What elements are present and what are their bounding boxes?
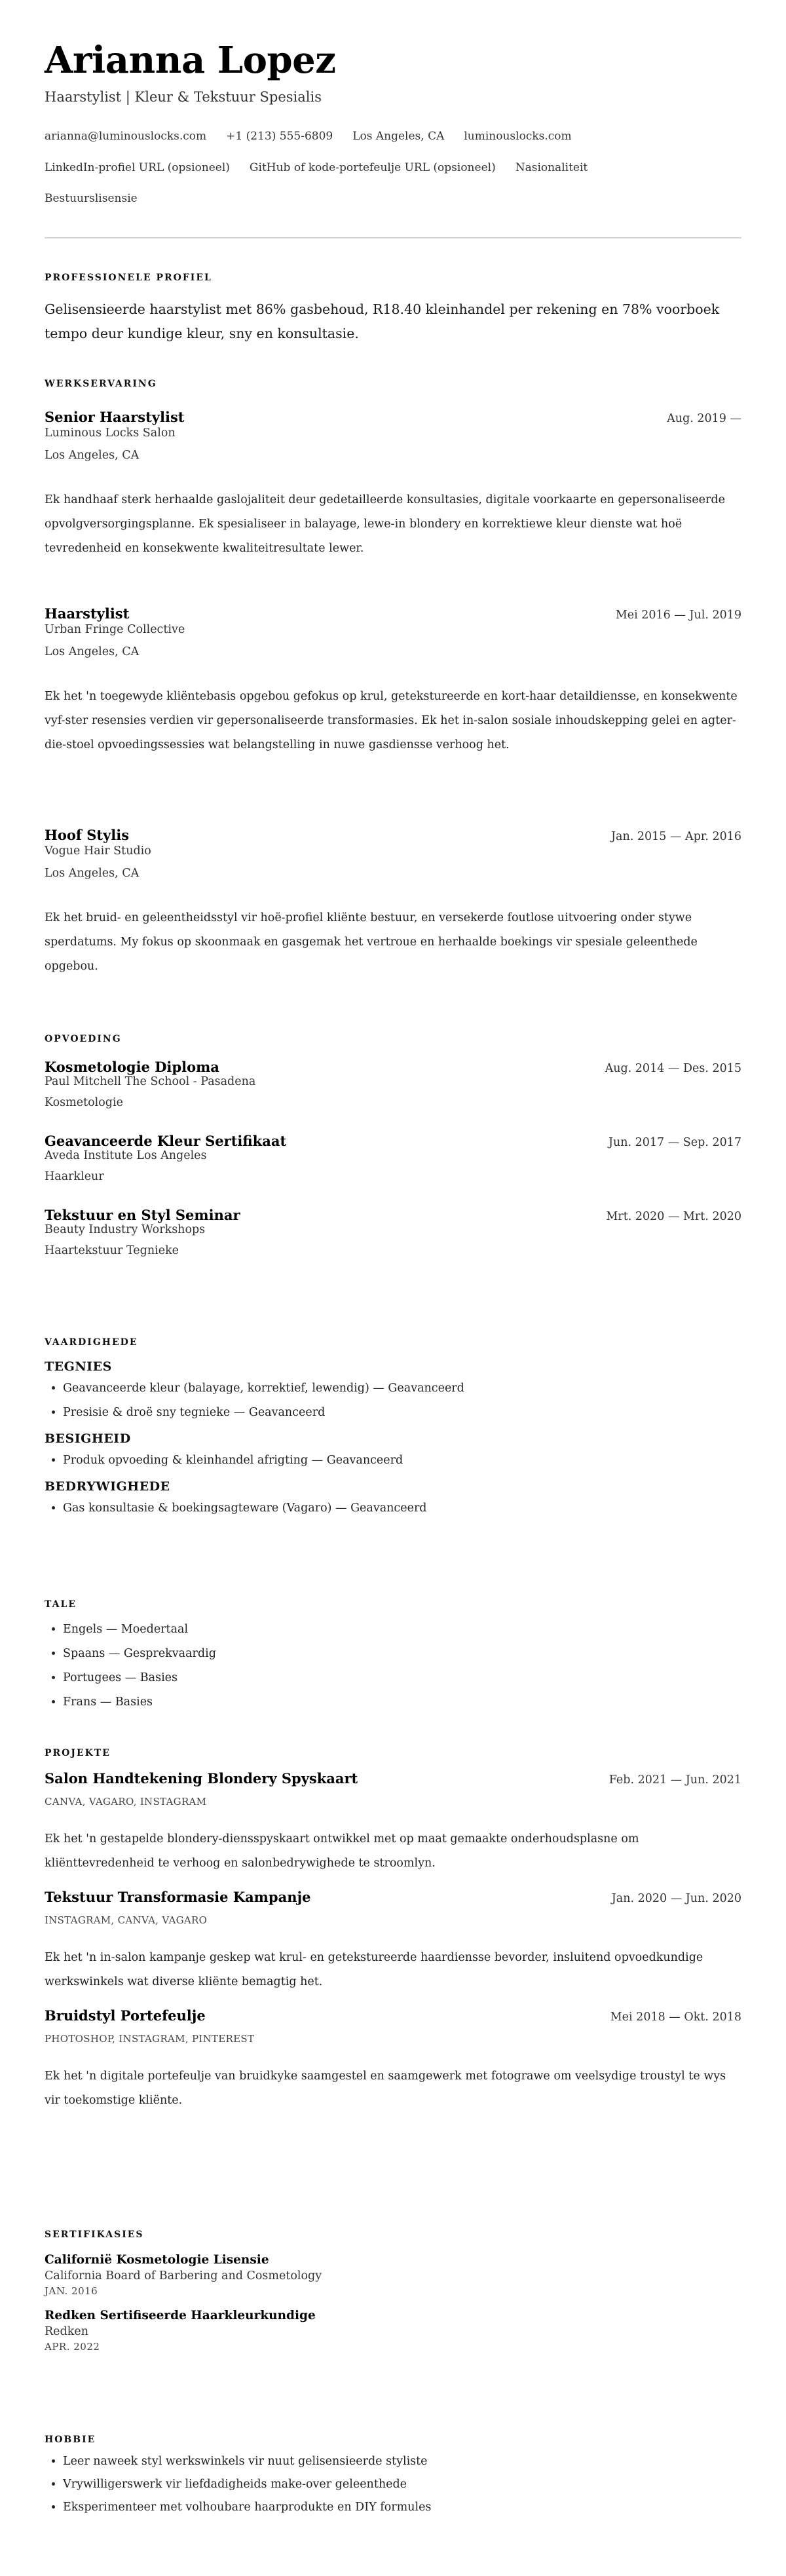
job-company: Vogue Hair Studio [45, 844, 151, 858]
section-heading: TALE [45, 1599, 77, 1610]
job-entry [45, 605, 741, 757]
education-date: Jun. 2017 — Sep. 2017 [608, 1136, 741, 1149]
job-title: Senior Haarstylist [45, 409, 185, 425]
job-description: Ek het 'n toegewyde kliëntebasis opgebou gefokus op krul, getekstureerde en kort-haar detaildiensse, en konsekwente vyf-ster resensies verdien vir gepersonaliseerde transformasies. Ek het in-salon sosiale inhoudskepping gelei en agter-die-stoel opvoedingssessies wat belangstelling in nuwe gasdiensse verhoog het. [45, 690, 738, 751]
skills-section [45, 1337, 741, 1521]
school: Beauty Industry Workshops [45, 1223, 206, 1236]
skill-item: • Produk opvoeding & kleinhandel afrigting — Geavanceerd [63, 1449, 741, 1473]
experience-section [45, 379, 741, 389]
education-entry [45, 1133, 741, 1183]
skill-list [45, 1496, 741, 1521]
section-heading: SERTIFIKASIES [45, 2229, 144, 2240]
project-entry [45, 2007, 741, 2113]
candidate-title: Haarstylist | Kleur & Tekstuur Spesialis [45, 89, 322, 105]
certification-issuer: California Board of Barbering and Cosmetology [45, 2269, 322, 2282]
job-location: Los Angeles, CA [45, 449, 140, 462]
email-link[interactable]: arianna@luminouslocks.com [45, 130, 207, 143]
skill-item: • Gas konsultasie & boekingsagteware (Vagaro) — Geavanceerd [63, 1496, 741, 1521]
language-item: • Frans — Basies [63, 1690, 741, 1714]
projects-section [45, 1748, 741, 2113]
job-location: Los Angeles, CA [45, 867, 140, 880]
degree-title: Kosmetologie Diploma [45, 1059, 219, 1075]
hobby-item: • Eksperimenteer met volhoubare haarprodukte en DIY formules [63, 2496, 741, 2519]
project-date: Feb. 2021 — Jun. 2021 [608, 1773, 741, 1787]
skill-item: • Presisie & droë sny tegnieke — Geavanceerd [63, 1401, 741, 1425]
skill-list [45, 1449, 741, 1473]
website-link[interactable]: luminouslocks.com [464, 130, 572, 143]
candidate-name: Arianna Lopez [45, 39, 336, 82]
job-description: Ek het bruid- en geleentheidsstyl vir hoë-profiel kliënte bestuur, en versekerde foutlose uitvoering onder stywe sperdatums. My fokus op skoonmaak en gasgemak het vertroue en herhaalde boekings vir spesiale geleenthede opgebou. [45, 911, 698, 973]
section-heading: PROJEKTE [45, 1748, 111, 1758]
github-link[interactable]: GitHub of kode-portefeulje URL (opsioneel) [249, 161, 496, 174]
certification-title: Redken Sertifiseerde Haarkleurkundige [45, 2309, 316, 2322]
education-entry [45, 1059, 741, 1109]
job-entry [45, 409, 741, 561]
school: Paul Mitchell The School - Pasadena [45, 1075, 256, 1088]
project-entry [45, 1770, 741, 1876]
project-tech: INSTAGRAM, CANVA, VAGARO [45, 1914, 208, 1926]
profile-section [45, 273, 741, 346]
language-item: • Engels — Moedertaal [63, 1618, 741, 1642]
section-heading: PROFESSIONELE PROFIEL [45, 273, 212, 283]
job-company: Luminous Locks Salon [45, 426, 176, 440]
job-location: Los Angeles, CA [45, 645, 140, 658]
skill-group-heading: BESIGHEID [45, 1431, 131, 1446]
certification-issuer: Redken [45, 2325, 88, 2338]
drivers-license: Bestuurslisensie [45, 192, 138, 205]
language-item: • Portugees — Basies [63, 1666, 741, 1690]
school: Aveda Institute Los Angeles [45, 1149, 207, 1162]
project-date: Jan. 2020 — Jun. 2020 [611, 1892, 741, 1905]
education-section [45, 1034, 741, 1257]
field-of-study: Haartekstuur Tegnieke [45, 1244, 179, 1257]
skill-group-heading: BEDRYWIGHEDE [45, 1479, 170, 1494]
job-description: Ek handhaaf sterk herhaalde gaslojaliteit deur gedetailleerde konsultasies, digitale voorkaarte en gepersonaliseerde opvolgversorgingsplanne. Ek spesialiseer in balayage, lewe-in blondery en korrektiewe kleur dienste wat hoë tevredenheid en konsekwente kwaliteitresultate lewer. [45, 493, 725, 555]
contact-row [45, 130, 591, 143]
project-description: Ek het 'n gestapelde blondery-diensspyskaart ontwikkel met op maat gemaakte onderhoudsplasne om kliënttevredenheid te verhoog en salonbedrywighede te stroomlyn. [45, 1832, 639, 1870]
certification-title: Californië Kosmetologie Lisensie [45, 2253, 269, 2267]
project-title: Tekstuur Transformasie Kampanje [45, 1889, 311, 1905]
degree-title: Tekstuur en Styl Seminar [45, 1207, 240, 1223]
education-date: Mrt. 2020 — Mrt. 2020 [606, 1210, 741, 1223]
certification-date: APR. 2022 [45, 2341, 100, 2353]
section-heading: HOBBIE [45, 2434, 96, 2445]
hobby-list [45, 2450, 741, 2519]
project-tech: CANVA, VAGARO, INSTAGRAM [45, 1796, 207, 1808]
location: Los Angeles, CA [352, 130, 445, 143]
hobby-item: • Leer naweek styl werkswinkels vir nuut gelisensieerde styliste [63, 2450, 741, 2473]
project-description: Ek het 'n digitale portefeulje van bruidkyke saamgestel en saamgewerk met fotograwe om veelsydige troustyl te wys vir toekomstige kliënte. [45, 2070, 726, 2107]
job-date: Aug. 2019 — [667, 412, 741, 425]
job-date: Jan. 2015 — Apr. 2016 [611, 830, 741, 843]
linkedin-link[interactable]: LinkedIn-profiel URL (opsioneel) [45, 161, 230, 174]
skill-item: • Geavanceerde kleur (balayage, korrektief, lewendig) — Geavanceerd [63, 1376, 741, 1401]
education-date: Aug. 2014 — Des. 2015 [605, 1062, 741, 1075]
field-of-study: Kosmetologie [45, 1096, 123, 1109]
project-entry [45, 1889, 741, 1994]
links-row [45, 161, 607, 174]
certification-date: JAN. 2016 [45, 2285, 98, 2297]
section-heading: VAARDIGHEDE [45, 1337, 138, 1348]
header-divider [45, 237, 741, 238]
skill-group-heading: TEGNIES [45, 1359, 112, 1374]
phone: +1 (213) 555-6809 [226, 130, 333, 143]
language-list [45, 1618, 741, 1714]
section-heading: WERKSERVARING [45, 379, 157, 389]
profile-summary: Gelisensieerde haarstylist met 86% gasbehoud, R18.40 kleinhandel per rekening en 78% voorboek tempo deur kundige kleur, sny en konsultasie. [45, 301, 720, 341]
hobbies-section [45, 2434, 741, 2519]
project-description: Ek het 'n in-salon kampanje geskep wat krul- en getekstureerde haardiensse bevorder, insluitend opvoedkundige werkswinkels wat diverse kliënte bemagtig het. [45, 1951, 703, 1988]
language-item: • Spaans — Gesprekvaardig [63, 1642, 741, 1666]
job-company: Urban Fringe Collective [45, 623, 185, 636]
job-title: Haarstylist [45, 605, 130, 622]
job-title: Hoof Stylis [45, 827, 130, 843]
job-date: Mei 2016 — Jul. 2019 [615, 609, 741, 622]
nationality: Nasionaliteit [515, 161, 588, 174]
degree-title: Geavanceerde Kleur Sertifikaat [45, 1133, 287, 1149]
project-title: Bruidstyl Portefeulje [45, 2007, 206, 2024]
field-of-study: Haarkleur [45, 1170, 104, 1183]
certification-entry [45, 2253, 741, 2297]
skill-list [45, 1376, 741, 1425]
education-entry [45, 1207, 741, 1257]
certifications-section [45, 2229, 741, 2353]
hobby-item: • Vrywilligerswerk vir liefdadigheids make-over geleenthede [63, 2473, 741, 2496]
project-date: Mei 2018 — Okt. 2018 [610, 2011, 741, 2024]
job-entry [45, 827, 741, 979]
section-heading: OPVOEDING [45, 1034, 122, 1044]
project-tech: PHOTOSHOP, INSTAGRAM, PINTEREST [45, 2033, 255, 2045]
certification-entry [45, 2309, 741, 2353]
languages-section [45, 1599, 741, 1714]
project-title: Salon Handtekening Blondery Spyskaart [45, 1770, 358, 1787]
